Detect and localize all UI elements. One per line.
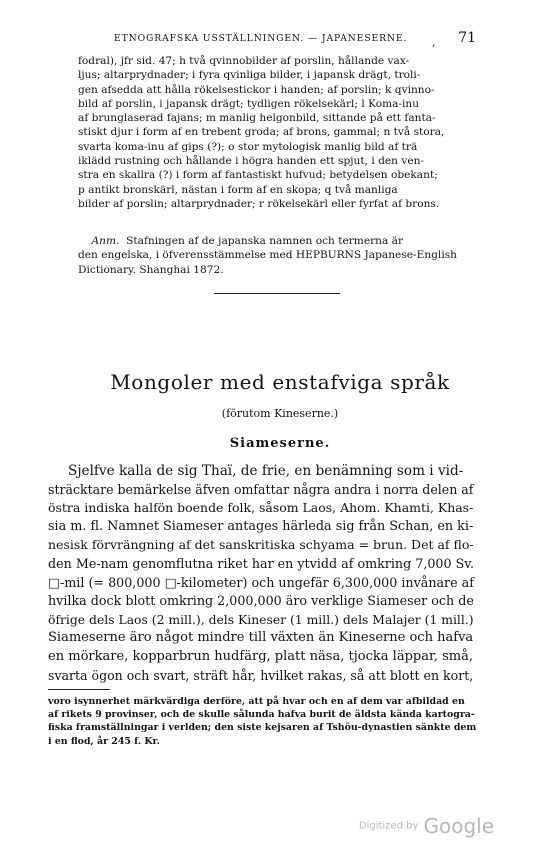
note-text: Stafningen af de japanska namnen och termerna är [126, 235, 404, 247]
text-line: nesisk förvrängning af det sanskritiska schyama = brun. Det af flo- [48, 537, 474, 553]
section-title: Mongoler med enstafviga språk [110, 370, 450, 394]
text-line: gen afsedda att hålla rökelsestickor i handen; af porslin; k qvinno- [78, 83, 435, 96]
header-mark: , [432, 36, 436, 49]
text-line: öfrige dels Laos (2 mill.), dels Kineser (1 mill.) dels Malajer (1 mill.) [48, 612, 474, 627]
text-line: den Me-nam genomflutna riket har en ytvidd af omkring 7,000 Sv. [48, 555, 474, 571]
footnote-line: fiska framställningar i verlden; den siste kejsaren af Tshöu-dynastien sänkte dem [48, 722, 477, 734]
google-logo: Google [423, 814, 494, 838]
section-divider [214, 293, 340, 294]
text-line: bilder af porslin; altarprydnader; r rökelsekärl eller fyrfat af brons. [78, 197, 440, 210]
footnote-line: voro isynnerhet märkvärdiga derföre, att på hvar och en af dem var afbildad en [48, 696, 465, 707]
text-line: Sjelfve kalla de sig Thaï, de frie, en benämning som i vid- [68, 463, 464, 479]
note-line: Dictionary. Shanghai 1872. [78, 263, 224, 276]
text-line: sträcktare bemärkelse äfven omfattar några andra i norra delen af [48, 481, 474, 497]
subsection-heading: Siameserne. [229, 436, 331, 451]
text-line: en mörkare, kopparbrun hudfärg, platt näsa, tjocka läppar, små, [48, 648, 474, 664]
catalogue-text [78, 54, 476, 211]
text-line: ljus; altarprydnader; i fyra qvinliga bilder, i japansk drägt, troli- [78, 69, 421, 82]
body-paragraph [48, 462, 478, 685]
text-line: af brunglaserad fajans; m manlig helgonbild, sittande på ett fanta- [78, 112, 436, 125]
running-header [78, 30, 476, 50]
text-line: p antikt bronskärl, nästan i form af en skopa; q två manliga [78, 183, 398, 196]
footnote [48, 695, 478, 748]
note-line [78, 234, 476, 248]
text-line: stra en skallra (?) i form af fantastiskt hufvud; betydelsen obekant; [78, 169, 438, 182]
text-line: svarta koma-inu af gips (?); o stor mytologisk manlig bild af trä [78, 140, 418, 153]
text-line: stiskt djur i form af en trebent groda; af brons, gammal; n två stora, [78, 126, 445, 139]
footnote-rule [48, 689, 110, 690]
text-line: bild af porslin, i japansk drägt; tydligen rökelsekärl; l Koma-inu [78, 97, 420, 110]
note-block [78, 234, 476, 277]
section-subtitle: (förutom Kineserne.) [221, 407, 339, 420]
running-title: ETNOGRAFSKA USSTÄLLNINGEN. — JAPANESERNE. [114, 33, 408, 44]
watermark-prefix: Digitized by [358, 820, 419, 832]
page-number: 71 [458, 30, 476, 46]
footnote-line: af rikets 9 provinser, och de skulle sålunda hafva burit de äldsta kända kartogra- [48, 709, 475, 721]
text-line: iklädd rustning och hållande i högra handen ett spjut, i den ven- [78, 155, 424, 168]
text-line: hvilka dock blott omkring 2,000,000 äro verklige Siameser och de [48, 593, 474, 609]
footnote-line: i en flod, år 245 f. Kr. [48, 735, 160, 747]
text-line: östra indiska halfön boende folk, såsom Laos, Ahom. Khamti, Khas- [48, 500, 474, 516]
text-line: □-mil (= 800,000 □-kilometer) och ungefär 6,300,000 invånare af [48, 574, 474, 590]
note-line: den engelska, i öfverensstämmelse med HEPBURNS Japanese-English [78, 249, 457, 262]
digitization-watermark [359, 814, 494, 838]
text-line: sia m. fl. Namnet Siameser antages härleda sig från Schan, en ki- [48, 518, 474, 534]
text-line: svarta ögon och svart, sträft hår, hvilket rakas, så att blott en kort, [48, 667, 474, 683]
note-lead: Anm. [91, 235, 120, 247]
text-line: fodral), jfr sid. 47; h två qvinnobilder af porslin, hållande vax- [78, 55, 410, 67]
text-line: Siameserne äro något mindre till växten än Kineserne och hafva [48, 630, 474, 646]
